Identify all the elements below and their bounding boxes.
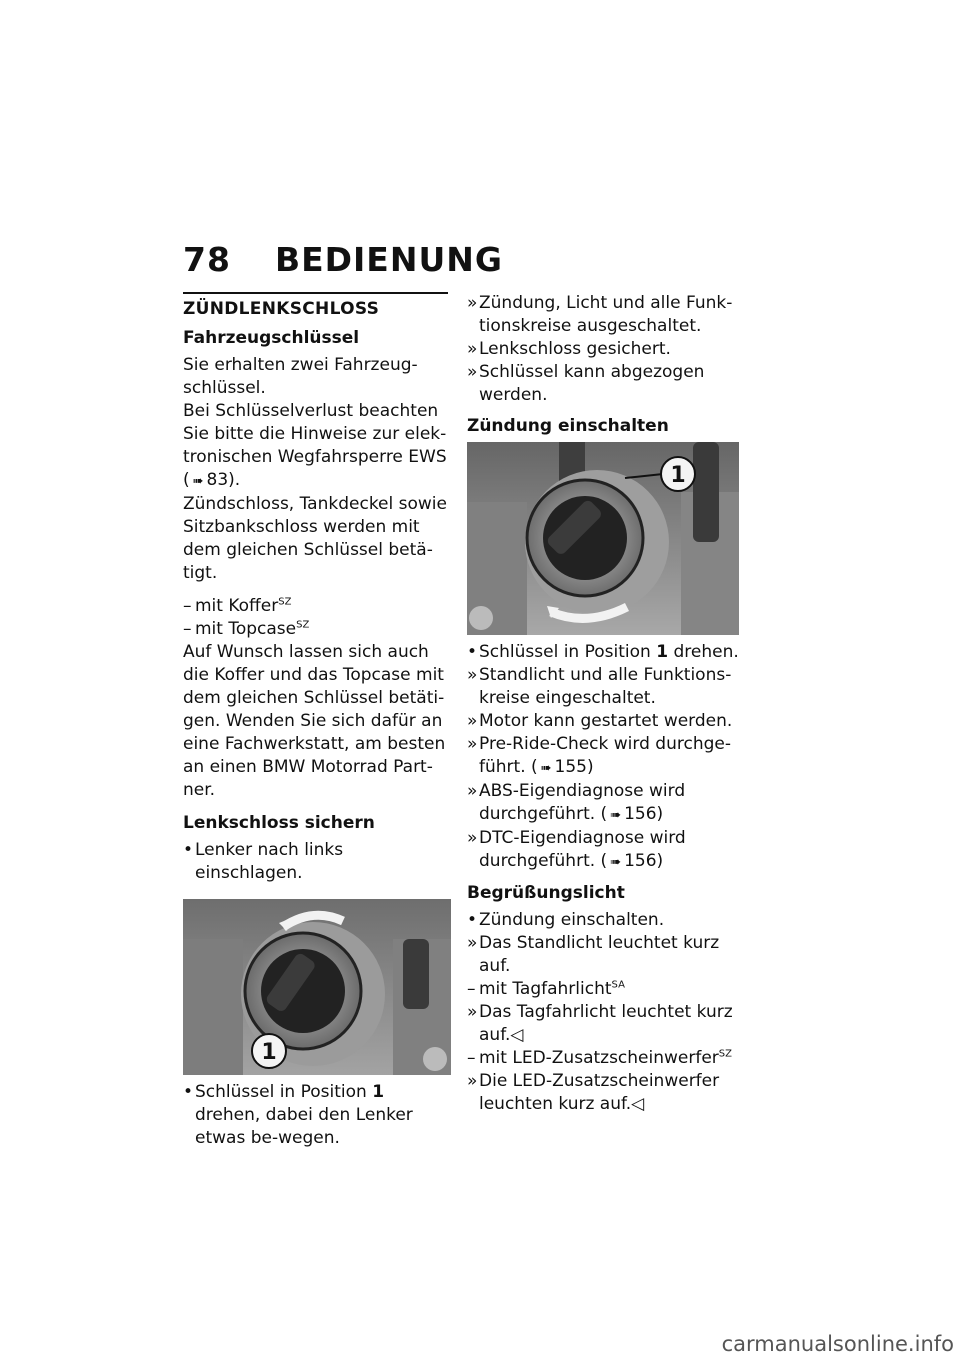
page-reference-arrow-icon: ➠ [192,474,204,489]
result-item: » ABS-Eigendiagnose wird durchgeführt. ( ➠ 156) [467,780,742,827]
paragraph: Bei Schlüsselverlust beachten Sie bitte die Hinweise zur elek-tronischen Wegfahrsperre EWS ( ➠ 83). [183,400,453,493]
result-item: » Motor kann gestartet werden. [467,711,733,731]
bullet-icon: • [467,642,478,662]
page-header [183,240,503,279]
subheading-keys: Fahrzeugschlüssel [183,328,360,348]
section-title: BEDIENUNG [274,240,503,279]
ignition-on-photo [467,442,739,635]
result-item: » Zündung, Licht und alle Funk-tionskreise ausgeschaltet. [467,293,733,336]
bullet-icon: • [467,910,478,930]
page-reference-arrow-icon: ➠ [540,761,552,776]
action-item: • Schlüssel in Position 1 drehen. [467,642,739,662]
left-column [183,292,453,1150]
divider [183,292,448,294]
bullet-icon: • [183,840,194,860]
option-tag: SA [611,979,625,991]
subheading-ignition-on: Zündung einschalten [467,416,669,436]
watermark[interactable]: carmanualsonline.info [721,1332,954,1356]
subheading-steering-lock: Lenkschloss sichern [183,813,375,833]
option-tag: SZ [718,1048,732,1060]
option-item: – mit LED-Zusatzscheinwerfer$^{SZ}$ [467,1048,732,1068]
result-item: » Lenkschloss gesichert. [467,339,671,359]
paragraph: Sie erhalten zwei Fahrzeug-schlüssel. [183,355,418,398]
bullet-icon: • [183,1082,194,1102]
paragraph: Zündschloss, Tankdeckel sowie Sitzbankschloss werden mit dem gleichen Schlüssel betä-tigt. [183,494,447,583]
action-item: • Lenker nach links einschlagen. [183,840,344,883]
result-item: » Die LED-Zusatzscheinwerfer leuchten kurz auf.◁ [467,1071,720,1114]
page-number: 78 [183,240,231,279]
action-item: • Schlüssel in Position 1 drehen, dabei den Lenker etwas be-wegen. [183,1082,413,1148]
page-reference-arrow-icon: ➠ [610,808,622,823]
result-item: » Standlicht und alle Funktions-kreise eingeschaltet. [467,665,732,708]
action-item: • Zündung einschalten. [467,910,665,930]
position-label: 1 [261,1040,277,1065]
result-item: » Das Standlicht leuchtet kurz auf. [467,933,720,976]
result-item: » Das Tagfahrlicht leuchtet kurz auf.◁ [467,1002,733,1045]
option-tag: SZ [278,596,292,608]
chapter-heading: ZÜNDLENKSCHLOSS [183,299,380,319]
right-column [467,292,742,1116]
ignition-lock-photo [183,899,451,1075]
page-reference[interactable]: 155) [554,757,594,777]
result-item: » Pre-Ride-Check wird durchge-führt. ( ➠ 155) [467,733,742,780]
position-label: 1 [670,463,686,488]
result-item: » DTC-Eigendiagnose wird durchgeführt. ( ➠ 156) [467,827,742,874]
option-tag: SZ [296,619,310,631]
page-reference[interactable]: 156) [624,851,664,871]
option-item: – mit Tagfahrlicht$^{SA}$ [467,979,625,999]
paragraph: Auf Wunsch lassen sich auch die Koffer und das Topcase mit dem gleichen Schlüssel betäti-gen. Wenden Sie sich dafür an eine Fachwerkstatt, am besten an einen BMW Motorrad Part-ner. [183,642,446,800]
option-item: – mit Topcase$^{SZ}$ [183,619,310,639]
page-reference[interactable]: 83). [206,470,241,490]
result-item: » Schlüssel kann abgezogen werden. [467,362,705,405]
option-item: – mit Koffer$^{SZ}$ [183,596,292,616]
page-reference-arrow-icon: ➠ [610,855,622,870]
page-reference[interactable]: 156) [624,804,664,824]
subheading-welcome-light: Begrüßungslicht [467,883,625,903]
